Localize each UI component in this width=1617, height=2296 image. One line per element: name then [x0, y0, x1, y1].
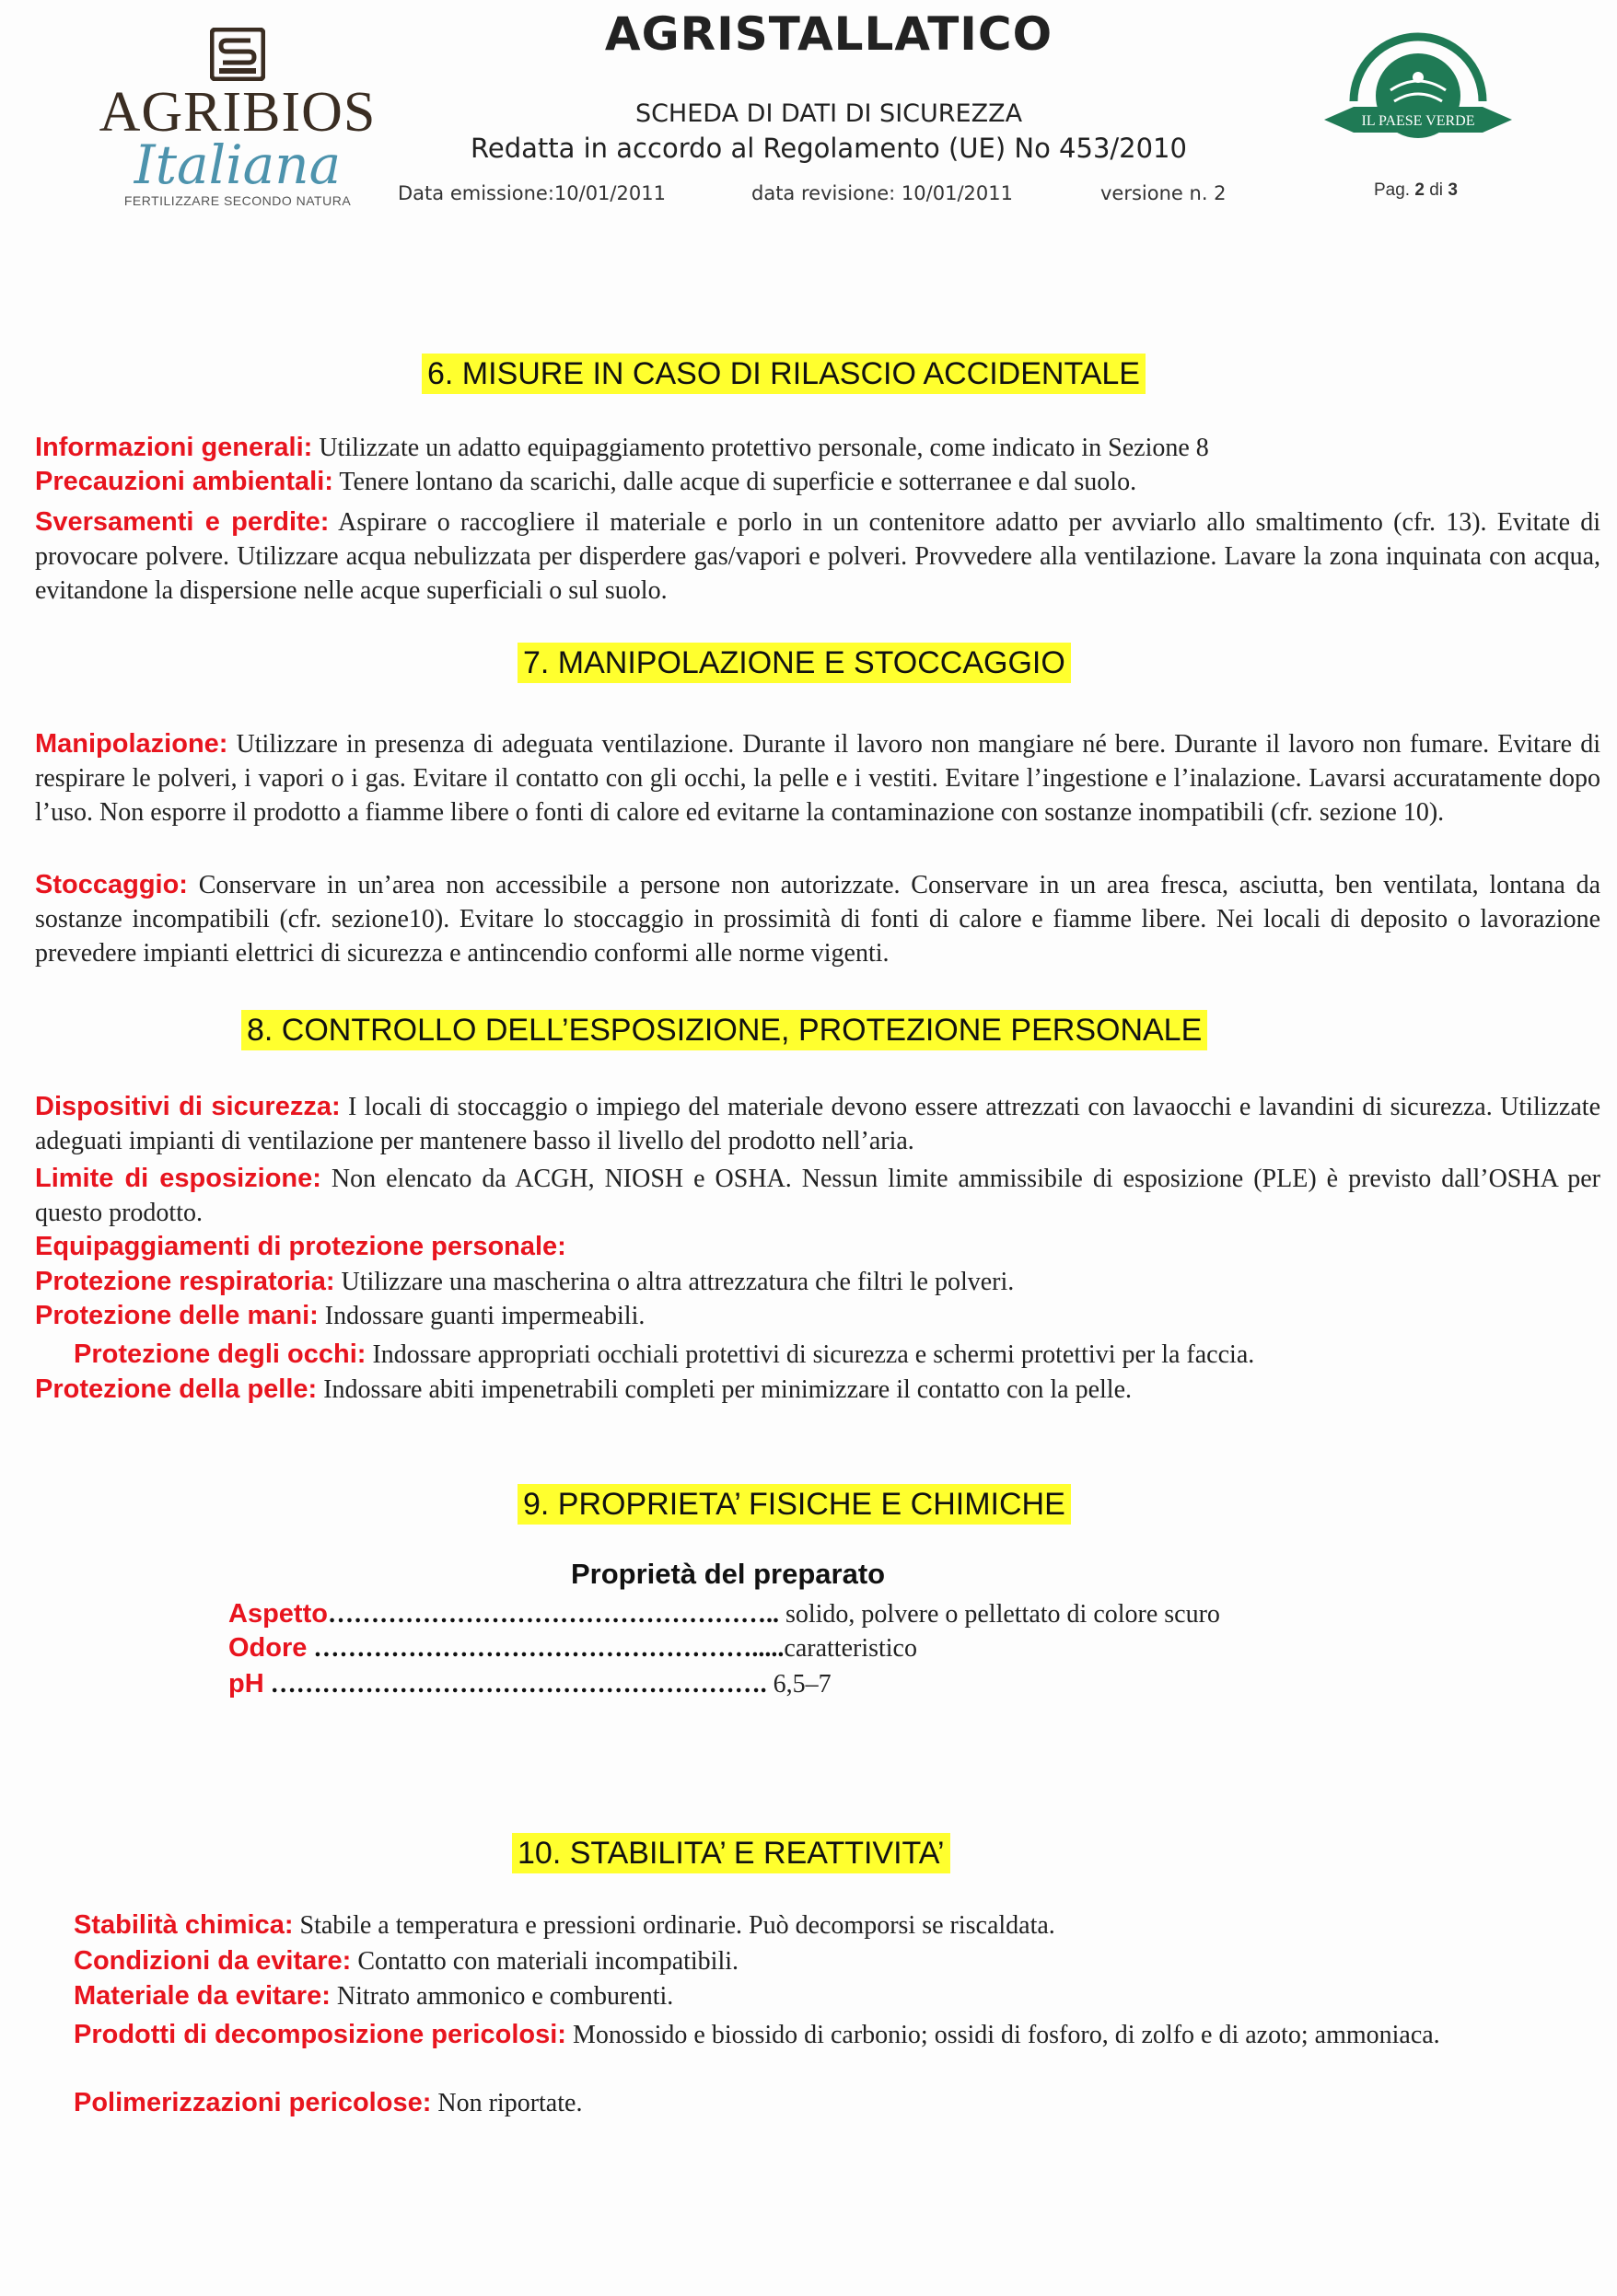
s9-prop-ph: pH …………………………………………………. 6,5–7	[228, 1669, 832, 1699]
s10-chemical-stability: Stabilità chimica: Stabile a temperatura e pressioni ordinarie. Può decomporsi se riscaldata.	[74, 1910, 1055, 1940]
section-9-title: 9. PROPRIETA’ FISICHE E CHIMICHE	[518, 1484, 1071, 1525]
seal-text: IL PAESE VERDE	[1361, 113, 1475, 129]
section-7-title: 7. MANIPOLAZIONE E STOCCAGGIO	[518, 643, 1071, 683]
s8-ppe-heading: Equipaggiamenti di protezione personale:	[35, 1232, 566, 1261]
version-number: versione n. 2	[1100, 182, 1227, 204]
s6-environmental-precautions: Precauzioni ambientali: Tenere lontano da scarichi, dalle acque di superficie e sotterranee e dal suolo.	[35, 467, 1137, 496]
s6-spills: Sversamenti e perdite: Aspirare o raccogliere il materiale e porlo in un contenitore adatto per avviarlo allo smaltimento (cfr. 13). Evitate di provocare polvere. Utilizzare acqua nebulizzata per disperdere gas/vapori e polveri. Provvedere alla ventilazione. Lavare la zona inquinata con acqua, evitandone la dispersione nelle acque superficiali o sul suolo.	[35, 507, 1600, 605]
issue-date: Data emissione:10/01/2011	[398, 182, 666, 204]
s8-exposure-limit: Limite di esposizione: Non elencato da ACGH, NIOSH e OSHA. Nessun limite ammissibile di esposizione (PLE) è previsto dall’OSHA per questo prodotto.	[35, 1164, 1601, 1227]
s7-handling: Manipolazione: Utilizzare in presenza di adeguata ventilazione. Durante il lavoro non mangiare né bere. Durante il lavoro non fumare. Evitare di respirare le polveri, i vapori o i gas. Evitare il contatto con gli occhi, la pelle e i vestiti. Evitare l’ingestione e l’inalazione. Lavarsi accuratamente dopo l’uso. Non esporre il prodotto a fiamme libere o fonti di calore ed evitarne la contaminazione con sostanze inompatibili (cfr. sezione 10).	[35, 729, 1600, 827]
s10-polymerization: Polimerizzazioni pericolose: Non riportate.	[74, 2088, 583, 2117]
s8-hands: Protezione delle mani: Indossare guanti impermeabili.	[35, 1301, 646, 1330]
brand-script: Italiana	[134, 133, 342, 196]
s10-decomposition-products: Prodotti di decomposizione pericolosi: Monossido e biossido di carbonio; ossidi di fosforo, di zolfo e di azoto; ammoniaca.	[74, 2020, 1440, 2049]
page-number: Pag. 2 di 3	[1374, 180, 1458, 200]
s10-conditions-to-avoid: Condizioni da evitare: Contatto con materiali incompatibili.	[74, 1946, 739, 1976]
s8-skin: Protezione della pelle: Indossare abiti impenetrabili completi per minimizzare il contatto con la pelle.	[35, 1374, 1132, 1404]
s9-prop-odor: Odore …………………………………………….....caratteristico	[228, 1633, 917, 1663]
document-subtitle: SCHEDA DI DATI DI SICUREZZA	[634, 99, 1023, 128]
brand-tagline: FERTILIZZARE SECONDO NATURA	[123, 193, 352, 208]
s6-general-info: Informazioni generali: Utilizzate un adatto equipaggiamento protettivo personale, come indicato in Sezione 8	[35, 433, 1209, 462]
regulation-line: Redatta in accordo al Regolamento (UE) No 453/2010	[471, 133, 1187, 164]
section-6-title: 6. MISURE IN CASO DI RILASCIO ACCIDENTALE	[422, 354, 1146, 394]
s9-subhead: Proprietà del preparato	[571, 1558, 886, 1590]
s8-safety-devices: Dispositivi di sicurezza: I locali di stoccaggio o impiego del materiale devono essere attrezzati con lavaocchi e lavandini di sicurezza. Utilizzate adeguati impianti di ventilazione per mantenere basso il livello del prodotto nell’aria.	[35, 1092, 1600, 1155]
s8-respiratory: Protezione respiratoria: Utilizzare una mascherina o altra attrezzatura che filtri le polveri.	[35, 1267, 1015, 1296]
logo-emblem-icon	[210, 28, 265, 81]
document-title: AGRISTALLATICO	[604, 7, 1053, 61]
brand-name: AGRIBIOS	[99, 81, 377, 144]
s8-eyes: Protezione degli occhi: Indossare appropriati occhiali protettivi di sicurezza e schermi protettivi per la faccia.	[74, 1339, 1255, 1369]
section-8-title: 8. CONTROLLO DELL’ESPOSIZIONE, PROTEZIONE PERSONALE	[241, 1010, 1207, 1050]
s10-materials-to-avoid: Materiale da evitare: Nitrato ammonico e comburenti.	[74, 1981, 674, 2011]
s9-prop-appearance: Aspetto…………………………………………….. solido, polvere o pellettato di colore scuro	[228, 1599, 1220, 1629]
agribios-logo	[90, 28, 385, 221]
revision-date: data revisione: 10/01/2011	[751, 182, 1013, 204]
s7-storage: Stoccaggio: Conservare in un’area non accessibile a persone non autorizzate. Conservare in un area fresca, asciutta, ben ventilata, lontana da sostanze incompatibili (cfr. sezione10). Evitare lo stoccaggio in prossimità di fonti di calore e fiamme libere. Nei locali di deposito o lavorazione prevedere impianti elettrici di sicurezza e antincendio conformi alle norme vigenti.	[35, 870, 1600, 968]
section-10-title: 10. STABILITA’ E REATTIVITA’	[512, 1833, 950, 1873]
paese-verde-seal	[1317, 17, 1519, 155]
